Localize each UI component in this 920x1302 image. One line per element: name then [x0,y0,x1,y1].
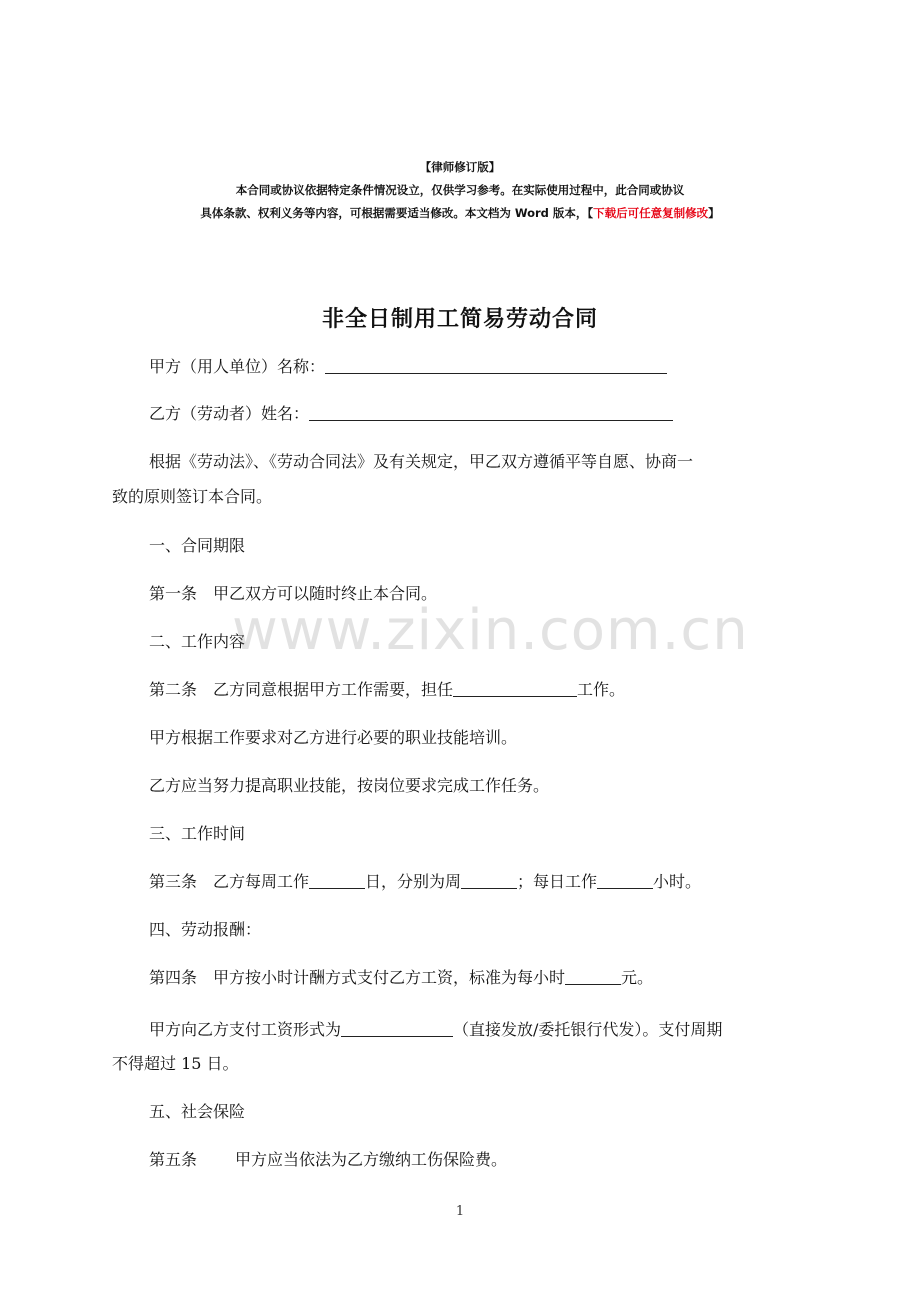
preamble-line-1: 根据《劳动法》、《劳动合同法》及有关规定，甲乙双方遵循平等自愿、协商一 [149,452,694,471]
hours-per-day-blank [597,872,653,889]
article-2-text-a: 第二条 乙方同意根据甲方工作需要，担任 [149,680,454,699]
article-4-payment [112,1014,849,1046]
contract-title: 非全日制用工简易劳动合同 [321,307,598,332]
days-per-week-blank [309,872,365,889]
article-4-payment-text-a: 甲方向乙方支付工资形式为 [149,1020,342,1039]
party-b-line [112,398,849,430]
job-title-blank [453,680,577,697]
article-4-payment-text-b: （直接发放/委托银行代发）。支付周期 [453,1020,723,1039]
notice-label: 【律师修订版】 [419,160,501,174]
payment-method-blank [341,1020,453,1037]
party-a-name-blank [325,357,667,374]
article-2-training: 甲方根据工作要求对乙方进行必要的职业技能培训。 [149,728,518,747]
party-b-label: 乙方（劳动者）姓名： [149,404,310,423]
section-2-heading: 二、工作内容 [149,632,246,651]
article-1: 第一条 甲乙双方可以随时终止本合同。 [149,584,438,603]
watermark: www.zixin.com.cn [232,598,749,663]
notice-line-2: 本合同或协议依据特定条件情况设立，仅供学习参考。在实际使用过程中，此合同或协议 [235,183,685,197]
notice-bracket-close: 】 [708,206,720,220]
article-5-number: 第五条 [149,1150,198,1169]
article-3-text-b: 日，分别为周 [365,872,462,891]
hourly-wage-blank [565,968,621,985]
article-3-text-c: ；每日工作 [517,872,598,891]
notice-download-highlight: 下载后可任意复制修改 [593,206,709,220]
party-a-line [112,351,849,383]
article-5 [112,1144,849,1176]
notice-line-3 [0,202,920,225]
article-3-text-d: 小时。 [653,872,702,891]
article-4 [112,962,849,994]
article-2 [112,674,849,706]
article-5-text: 甲方应当依法为乙方缴纳工伤保险费。 [235,1150,508,1169]
preamble-line-2: 致的原则签订本合同。 [112,487,273,506]
notice-bracket-open: 【 [587,206,594,220]
article-2-duty: 乙方应当努力提高职业技能，按岗位要求完成工作任务。 [149,776,550,795]
article-3 [112,866,849,898]
section-5-heading: 五、社会保险 [149,1102,246,1121]
section-4-heading: 四、劳动报酬： [149,920,262,939]
party-b-name-blank [309,404,673,421]
section-1-heading: 一、合同期限 [149,536,246,555]
article-4-text-b: 元。 [621,968,654,987]
section-3-heading: 三、工作时间 [149,824,246,843]
article-3-text-a: 第三条 乙方每周工作 [149,872,310,891]
weekdays-blank [461,872,517,889]
article-2-text-b: 工作。 [577,680,626,699]
party-a-label: 甲方（用人单位）名称： [149,357,326,376]
page-number: 1 [455,1204,465,1219]
article-4-text-a: 第四条 甲方按小时计酬方式支付乙方工资，标准为每小时 [149,968,566,987]
notice-line-3-main: 具体条款、权利义务等内容，可根据需要适当修改。本文档为 Word 版本， [200,206,588,220]
article-4-payment-cont: 不得超过 15 日。 [112,1054,239,1073]
revision-notice [0,156,920,225]
